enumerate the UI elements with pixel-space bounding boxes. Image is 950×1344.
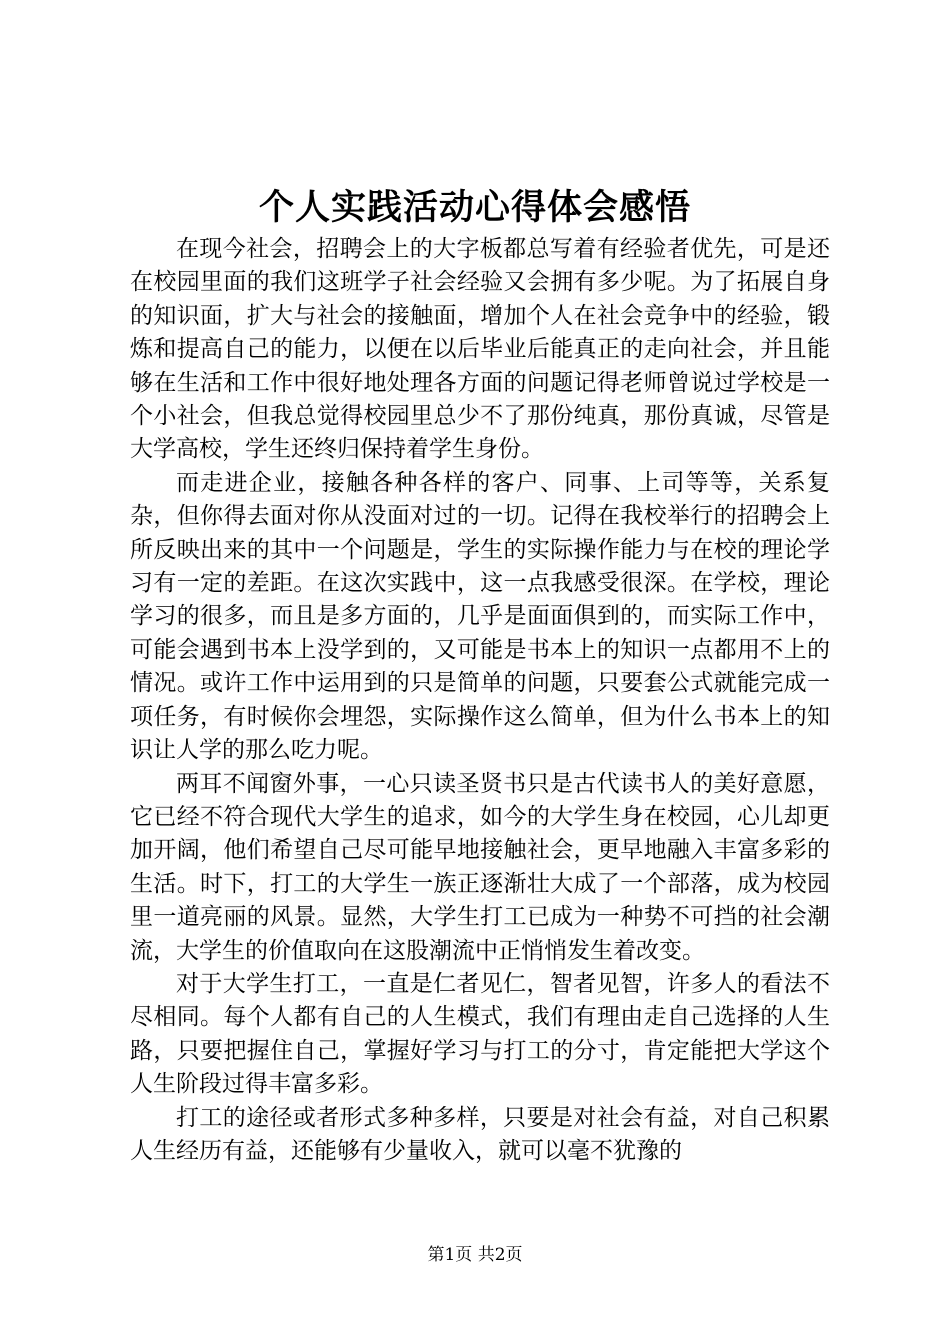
paragraph-2: 而走进企业，接触各种各样的客户、同事、上司等等，关系复杂，但你得去面对你从没面对过的一切。记得在我校举行的招聘会上所反映出来的其中一个问题是，学生的实际操作能力与在校的理论学习有一定的差距。在这次实践中，这一点我感受很深。在学校，理论学习的很多，而且是多方面的，几乎是面面俱到的，而实际工作中，可能会遇到书本上没学到的，又可能是书本上的知识一点都用不上的情况。或许工作中运用到的只是简单的问题，只要套公式就能完成一项任务，有时候你会埋怨，实际操作这么简单，但为什么书本上的知识让人学的那么吃力呢。	[130, 469, 830, 764]
document-body	[130, 233, 830, 1168]
paragraph-5: 打工的途径或者形式多种多样，只要是对社会有益，对自己积累人生经历有益，还能够有少量收入，就可以毫不犹豫的	[130, 1104, 830, 1164]
document-title: 个人实践活动心得体会感悟	[258, 187, 691, 228]
paragraph-3: 两耳不闻窗外事，一心只读圣贤书只是古代读书人的美好意愿，它已经不符合现代大学生的追求，如今的大学生身在校园，心儿却更加开阔，他们希望自己尽可能早地接触社会，更早地融入丰富多彩的生活。时下，打工的大学生一族正逐渐壮大成了一个部落，成为校园里一道亮丽的风景。显然，大学生打工已成为一种势不可挡的社会潮流，大学生的价值取向在这股潮流中正悄悄发生着改变。	[130, 770, 830, 964]
paragraph-4: 对于大学生打工，一直是仁者见仁，智者见智，许多人的看法不尽相同。每个人都有自己的人生模式，我们有理由走自己选择的人生路，只要把握住自己，掌握好学习与打工的分寸，肯定能把大学这个人生阶段过得丰富多彩。	[130, 970, 830, 1098]
paragraph-1: 在现今社会，招聘会上的大字板都总写着有经验者优先，可是还在校园里面的我们这班学子社会经验又会拥有多少呢。为了拓展自身的知识面，扩大与社会的接触面，增加个人在社会竞争中的经验，锻炼和提高自己的能力，以便在以后毕业后能真正的走向社会，并且能够在生活和工作中很好地处理各方面的问题记得老师曾说过学校是一个小社会，但我总觉得校园里总少不了那份纯真，那份真诚，尽管是大学高校，学生还终归保持着学生身份。	[130, 236, 830, 463]
page-number-footer: 第1页 共2页	[427, 1245, 523, 1265]
